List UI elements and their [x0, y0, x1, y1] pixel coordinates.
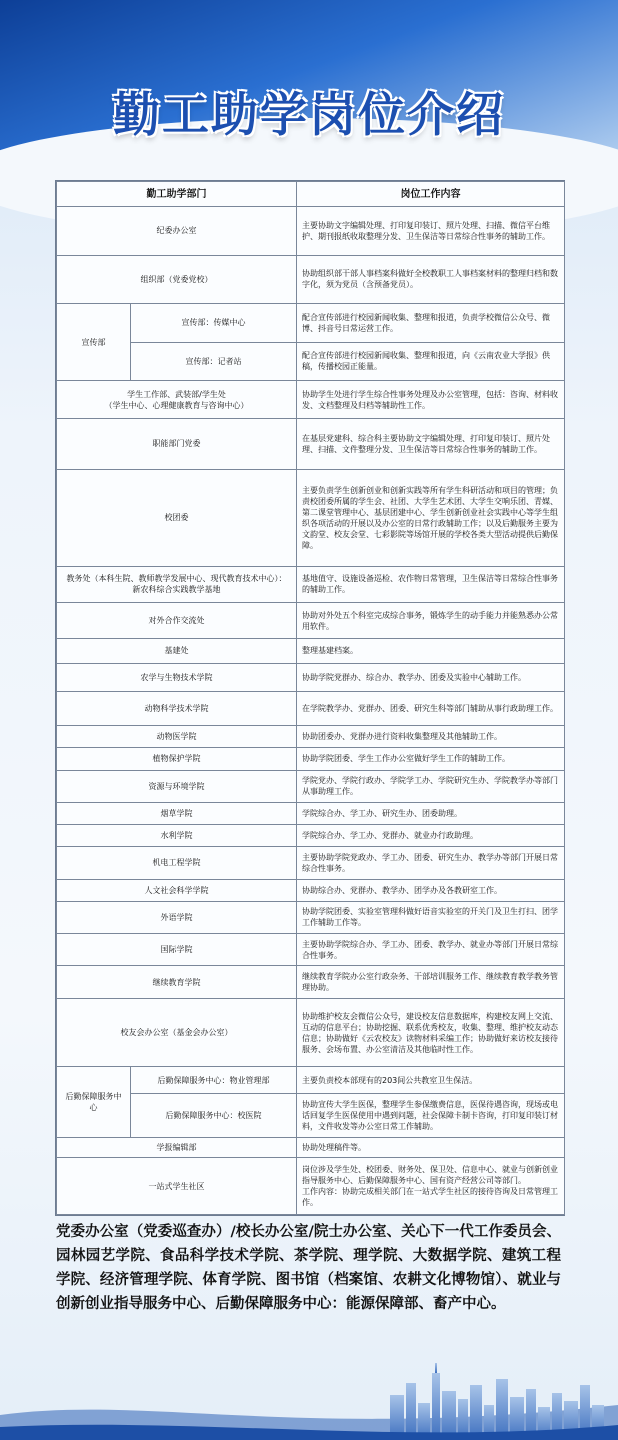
dept-cell [57, 380, 297, 418]
dept-line: 教务处（本科生院、教师教学发展中心、现代教育技术中心）： [66, 574, 287, 584]
content-cell: 协助学院党群办、综合办、教学办、团委及实验中心辅助工作。 [297, 663, 565, 691]
content-cell: 主要协助学院党政办、学工办、团委、研究生办、教学办等部门开展日常综合性事务。 [297, 847, 565, 879]
table-row [57, 998, 565, 1067]
content-cell: 协助组织部干部人事档案科做好全校教职工人事档案材料的整理归档和数字化，须为党员（含预备党员）。 [297, 255, 565, 303]
table-row [57, 663, 565, 691]
content-cell: 学院综合办、学工办、研究生办、团委助理。 [297, 802, 565, 824]
dept-cell: 人文社会科学学院 [57, 879, 297, 901]
content-cell: 继续教育学院办公室行政杂务、干部培训服务工作、继续教育教学教务管理协助。 [297, 966, 565, 998]
content-cell: 协助维护校友会微信公众号，建设校友信息数据库，构建校友网上交流、互动的信息平台；协助挖掘、联系优秀校友，收集、整理、维护校友动态信息；协助做好《云农校友》读物材料采编工作；协助做好来访校友接待服务、会场布置、办公室清洁及其他临时性工作。 [297, 998, 565, 1067]
table-row [57, 901, 565, 933]
content-cell: 配合宣传部进行校园新闻收集、整理和报道，负责学校微信公众号、微博、抖音号日常运营工作。 [297, 304, 565, 342]
content-cell: 在基层党建科、综合科主要协助文字编辑处理、打印复印装订、照片处理、扫描、文件整理分发、卫生保洁等日常综合性事务的辅助工作。 [297, 419, 565, 469]
table-row [57, 469, 565, 566]
table-row [57, 825, 565, 847]
content-line: 岗位涉及学生处、校团委、财务处、保卫处、信息中心、就业与创新创业指导服务中心、后勤保障服务中心、国有资产经营公司等部门。 [302, 1165, 558, 1186]
table-row [57, 879, 565, 901]
content-cell: 协助团委办、党群办进行资料收集整理及其他辅助工作。 [297, 726, 565, 748]
content-cell: 协助学院团委、学生工作办公室做好学生工作的辅助工作。 [297, 748, 565, 770]
table-row [57, 1093, 565, 1137]
table-row [57, 207, 565, 255]
content-cell: 协助处理稿件等。 [297, 1138, 565, 1158]
content-cell: 主要协助学院综合办、学工办、团委、教学办、就业办等部门开展日常综合性事务。 [297, 934, 565, 966]
table-row [57, 691, 565, 725]
table-row [57, 380, 565, 418]
content-cell: 主要负责学生创新创业和创新实践等所有学生科研活动和项目的管理；负责校团委所属的学生会、社团、大学生艺术团、大学生交响乐团、青媒、第二课堂管理中心、基层团建中心、学生创新创业社会实践中心等学生组织各项活动的开展以及办公室的日常行政辅助工作；以及后勤服务主要为文韵堂、校友会堂、七彩影院等场馆开展的学校各类大型活动提供后勤保障。 [297, 469, 565, 566]
dept-cell: 纪委办公室 [57, 207, 297, 255]
content-cell: 学院党办、学院行政办、学院学工办、学院研究生办、学院教学办等部门从事助理工作。 [297, 770, 565, 802]
table-row [57, 304, 565, 342]
dept-cell: 动物医学院 [57, 726, 297, 748]
table-row [57, 603, 565, 639]
table-row [57, 726, 565, 748]
dept-cell: 后勤保障服务中心：校医院 [131, 1093, 297, 1137]
table-row [57, 770, 565, 802]
dept-cell: 对外合作交流处 [57, 603, 297, 639]
table-row [57, 934, 565, 966]
dept-cell: 校团委 [57, 469, 297, 566]
group-cell: 宣传部 [57, 304, 131, 381]
header-dept: 勤工助学部门 [57, 182, 297, 207]
positions-table [55, 180, 565, 1216]
content-cell: 主要协助文字编辑处理、打印复印装订、照片处理、扫描、微信平台维护、期刊报纸收取整理分发、卫生保洁等日常综合性事务的辅助工作。 [297, 207, 565, 255]
dept-cell: 基建处 [57, 639, 297, 663]
table-row [57, 566, 565, 602]
dept-cell: 农学与生物技术学院 [57, 663, 297, 691]
content-cell: 整理基建档案。 [297, 639, 565, 663]
dept-line: （学生中心、心理健康教育与咨询中心） [104, 400, 249, 410]
dept-cell: 组织部（党委党校） [57, 255, 297, 303]
group-cell: 后勤保障服务中心 [57, 1067, 131, 1138]
content-cell: 协助综合办、党群办、教学办、团学办及各教研室工作。 [297, 879, 565, 901]
content-cell: 协助学院团委、实验室管理科做好语音实验室的开关门及卫生打扫、团学工作辅助工作等。 [297, 901, 565, 933]
content-cell: 学院综合办、学工办、党群办、就业办行政助理。 [297, 825, 565, 847]
content-cell: 在学院教学办、党群办、团委、研究生科等部门辅助从事行政助理工作。 [297, 691, 565, 725]
dept-cell [57, 566, 297, 602]
dept-cell: 校友会办公室（基金会办公室） [57, 998, 297, 1067]
dept-cell: 宣传部：记者站 [131, 342, 297, 380]
other-departments-text: 党委办公室（党委巡查办）/校长办公室/院士办公室、关心下一代工作委员会、园林园艺学院、食品科学技术学院、茶学院、理学院、大数据学院、建筑工程学院、经济管理学院、体育学院、图书馆（档案馆、农耕文化博物馆）、就业与创新创业指导服务中心、后勤保障服务中心：能源保障部、畜产中心。 [56, 1224, 561, 1312]
dept-cell: 后勤保障服务中心：物业管理部 [131, 1067, 297, 1093]
table-row [57, 847, 565, 879]
content-cell: 主要负责校本部现有的203间公共教室卫生保洁。 [297, 1067, 565, 1093]
content-cell: 协助学生处进行学生综合性事务处理及办公室管理，包括：咨询、材料收发、文档整理及归档等辅助性工作。 [297, 380, 565, 418]
table-row [57, 1067, 565, 1093]
table-row [57, 342, 565, 380]
dept-line: 新农科综合实践教学基地 [132, 585, 221, 595]
content-cell: 协助对外处五个科室完成综合事务，锻炼学生的动手能力并能熟悉办公常用软件。 [297, 603, 565, 639]
dept-cell: 国际学院 [57, 934, 297, 966]
content-cell: 协助宣传大学生医保，整理学生参保缴费信息，医保待遇咨询，现场或电话回复学生医保使用中遇到问题，社会保障卡制卡咨询，打印复印装订材料，文件收发等办公室日常工作辅助。 [297, 1093, 565, 1137]
dept-cell: 继续教育学院 [57, 966, 297, 998]
table-row [57, 748, 565, 770]
table-row [57, 1158, 565, 1215]
content-cell [297, 1158, 565, 1215]
table-row [57, 419, 565, 469]
dept-cell: 一站式学生社区 [57, 1158, 297, 1215]
content-cell: 配合宣传部进行校园新闻收集、整理和报道，向《云南农业大学报》供稿，传播校园正能量。 [297, 342, 565, 380]
header-content: 岗位工作内容 [297, 182, 565, 207]
table-row [57, 1138, 565, 1158]
dept-cell: 宣传部：传媒中心 [131, 304, 297, 342]
dept-cell: 学报编辑部 [57, 1138, 297, 1158]
dept-cell: 资源与环境学院 [57, 770, 297, 802]
table-row [57, 802, 565, 824]
dept-cell: 外语学院 [57, 901, 297, 933]
city-skyline-graphic [0, 1355, 618, 1440]
dept-cell: 动物科学技术学院 [57, 691, 297, 725]
dept-cell: 机电工程学院 [57, 847, 297, 879]
dept-cell: 植物保护学院 [57, 748, 297, 770]
content-cell: 基地值守、设施设备巡检、农作物日常管理，卫生保洁等日常综合性事务的辅助工作。 [297, 566, 565, 602]
page-title: 勤工助学岗位介绍 [113, 88, 505, 143]
dept-cell: 水利学院 [57, 825, 297, 847]
dept-cell: 烟草学院 [57, 802, 297, 824]
table-row [57, 255, 565, 303]
table-row [57, 639, 565, 663]
dept-line: 学生工作部、武装部/学生处 [127, 389, 226, 399]
content-line: 工作内容：协助完成相关部门在一站式学生社区的接待咨询及日常管理工作。 [302, 1187, 558, 1208]
dept-cell: 职能部门党委 [57, 419, 297, 469]
table-row [57, 966, 565, 998]
table-header-row [57, 182, 565, 207]
